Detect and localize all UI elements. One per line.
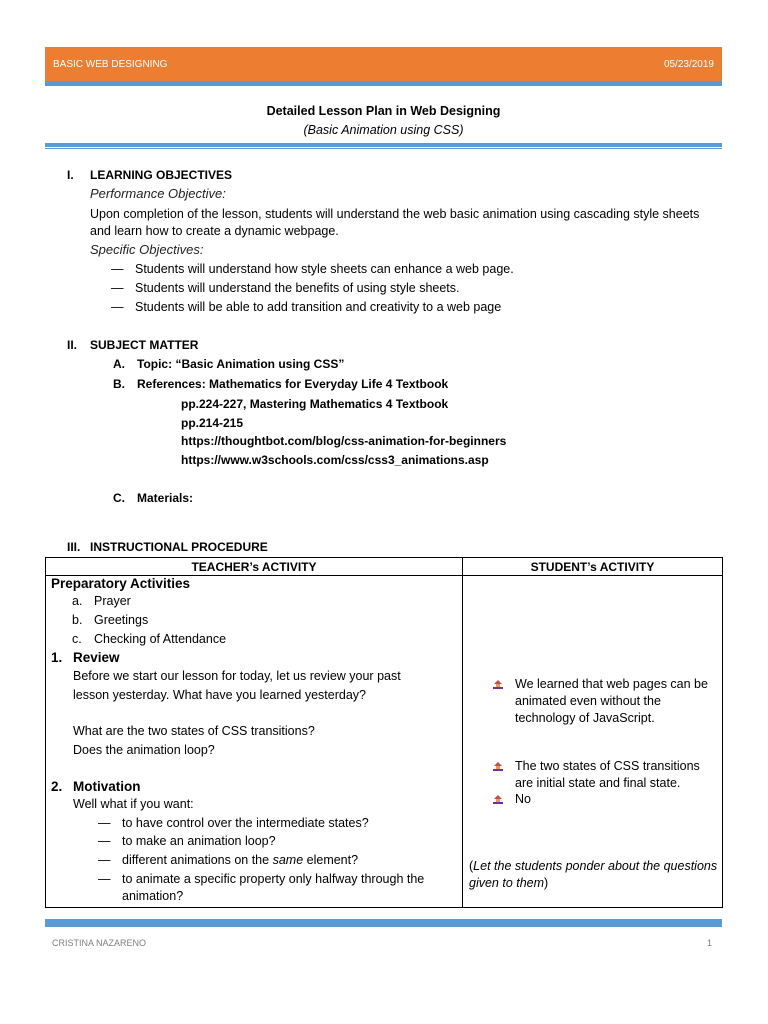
materials-line: C. Materials:	[113, 491, 194, 505]
motivation-item: — different animations on the same element?	[98, 853, 359, 867]
section-number: II.	[67, 338, 78, 352]
reference-link[interactable]: https://thoughtbot.com/blog/css-animation-for-beginners	[181, 434, 507, 448]
student-activity-header: STUDENT’s ACTIVITY	[463, 558, 723, 576]
review-text-cont: lesson yesterday. What have you learned yesterday?	[73, 688, 366, 702]
review-question: Does the animation loop?	[73, 743, 215, 757]
arrow-bullet-icon	[493, 795, 503, 805]
objective-item: — Students will understand the benefits of using style sheets.	[111, 281, 460, 295]
review-text: Before we start our lesson for today, let us review your past	[73, 669, 401, 683]
section-instructional-procedure	[67, 540, 268, 554]
arrow-bullet-icon	[493, 762, 503, 772]
arrow-bullet-icon	[493, 680, 503, 690]
student-answer: The two states of CSS transitions	[515, 759, 700, 773]
motivation-item: — to have control over the intermediate states?	[98, 816, 369, 830]
motivation-item: — to animate a specific property only halfway through the	[98, 872, 425, 886]
section-number: I.	[67, 168, 74, 182]
document-title: Detailed Lesson Plan in Web Designing	[266, 104, 501, 118]
section-subject-matter	[67, 338, 198, 352]
footer-author: CRISTINA NAZARENO	[52, 938, 147, 948]
document-subtitle: (Basic Animation using CSS)	[303, 123, 464, 137]
motivation-item-cont: animation?	[122, 889, 184, 903]
section-heading: LEARNING OBJECTIVES	[90, 168, 233, 182]
prep-item: a. Prayer	[72, 594, 131, 608]
header-stripe	[45, 81, 722, 86]
page-number: 1	[707, 938, 713, 948]
reference-item: pp.224-227, Mastering Mathematics 4 Textbook	[181, 397, 449, 411]
motivation-item: — to make an animation loop?	[98, 834, 276, 848]
review-heading: 1. Review	[51, 650, 120, 665]
header-date: 05/23/2019	[663, 58, 714, 70]
teacher-activity-header: TEACHER’s ACTIVITY	[46, 558, 463, 576]
review-question: What are the two states of CSS transitions?	[73, 724, 315, 738]
title-divider-thin	[45, 148, 722, 149]
student-note-cont: given to them)	[469, 876, 549, 890]
motivation-heading: 2. Motivation	[51, 779, 141, 794]
references-line: B. References: Mathematics for Everyday Life 4 Textbook	[113, 377, 449, 391]
section-heading: INSTRUCTIONAL PROCEDURE	[90, 540, 268, 554]
student-answer: We learned that web pages can be	[515, 677, 708, 691]
student-answer-cont: animated even without the	[515, 694, 661, 708]
student-answer-cont: are initial state and final state.	[515, 776, 681, 790]
section-number: III.	[67, 540, 81, 554]
student-note: (Let the students ponder about the questions	[469, 859, 718, 873]
topic-line: A. Topic: “Basic Animation using CSS”	[113, 357, 345, 371]
header-course: BASIC WEB DESIGNING	[53, 58, 168, 70]
performance-objective-text-cont: and learn how to create a dynamic webpage.	[90, 224, 339, 238]
objective-item: — Students will be able to add transition and creativity to a web page	[111, 300, 502, 314]
specific-objectives-label: Specific Objectives:	[90, 242, 204, 257]
student-answer-cont: technology of JavaScript.	[515, 711, 655, 725]
motivation-intro: Well what if you want:	[73, 797, 194, 811]
page-header	[45, 47, 722, 81]
title-divider	[45, 143, 722, 147]
objective-item: — Students will understand how style sheets can enhance a web page.	[111, 262, 514, 276]
performance-objective-text: Upon completion of the lesson, students will understand the web basic animation using cascading style sheets	[90, 207, 700, 221]
prep-item: c. Checking of Attendance	[72, 632, 227, 646]
footer-stripe	[45, 919, 722, 927]
performance-objective-label: Performance Objective:	[90, 186, 226, 201]
student-answer: No	[515, 792, 531, 806]
reference-link[interactable]: https://www.w3schools.com/css/css3_animations.asp	[181, 453, 489, 467]
section-learning-objectives	[67, 168, 232, 182]
preparatory-heading: Preparatory Activities	[51, 576, 191, 591]
prep-item: b. Greetings	[72, 613, 149, 627]
teacher-activity-cell	[46, 576, 463, 908]
student-activity-cell	[463, 576, 723, 908]
section-heading: SUBJECT MATTER	[90, 338, 199, 352]
reference-item: pp.214-215	[181, 416, 244, 430]
procedure-table	[45, 557, 723, 908]
